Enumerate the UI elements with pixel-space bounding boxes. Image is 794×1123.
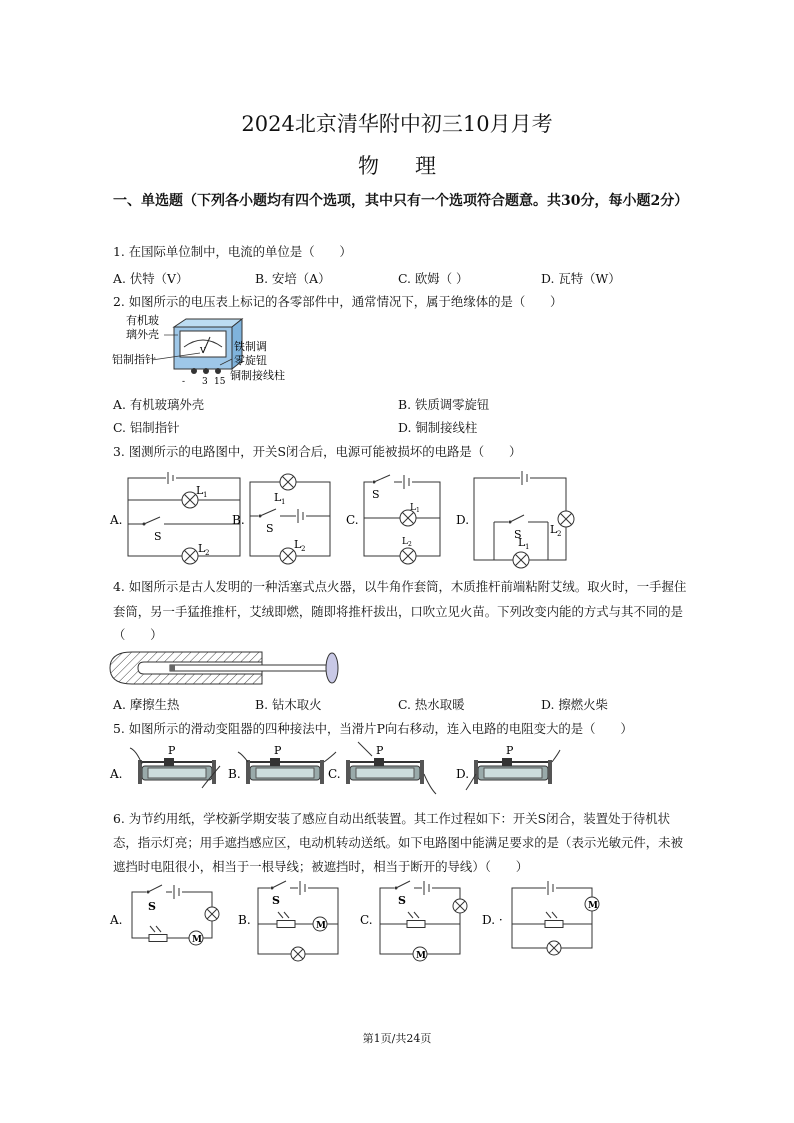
svg-text:璃外壳: 璃外壳 [126,328,159,341]
q4-option-b: B. 钻木取火 [255,697,322,712]
svg-text:L: L [402,537,408,547]
svg-text:P: P [274,744,282,757]
svg-text:A.: A. [110,767,123,781]
q6-stem-line-3: 遮挡时电阻很小，相当于一根导线；被遮挡时，相当于断开的导线）（ ） [113,859,529,874]
svg-text:L: L [518,536,526,549]
svg-text:L: L [274,491,282,504]
svg-text:3: 3 [202,377,208,387]
svg-text:1: 1 [203,491,208,499]
svg-text:C.: C. [328,767,341,781]
q3-stem: 3. 图测所示的电路图中，开关S闭合后，电源可能被损坏的电路是（ ） [113,444,522,459]
q4-option-c: C. 热水取暖 [398,697,465,712]
svg-text:S: S [266,522,274,535]
svg-text:A.: A. [110,513,123,527]
svg-text:零旋钮: 零旋钮 [234,354,267,367]
svg-text:2: 2 [205,549,210,557]
svg-text:1: 1 [416,507,420,514]
svg-text:L: L [550,523,558,536]
q4-stem-line-1: 4. 如图所示是古人发明的一种活塞式点火器，以牛角作套筒，木质推杆前端粘附艾绒。取火时，一手握住 [113,579,687,594]
q2-option-d: D. 铜制接线柱 [398,420,478,435]
svg-text:S: S [154,530,162,543]
q1-option-a: A. 伏特（V） [113,271,189,286]
page-title: 2024北京清华附中初三10月月考 [241,112,553,136]
svg-text:S: S [398,894,406,907]
svg-text:B.: B. [238,913,251,927]
svg-text:C.: C. [346,513,359,527]
section-heading: 一、单选题（下列各小题均有四个选项，其中只有一个选项符合题意。共30分，每小题2分） [113,193,689,209]
q4-stem-line-3: （ ） [113,627,163,642]
svg-text:2: 2 [557,530,562,538]
svg-text:-: - [182,377,186,387]
svg-text:铜制接线柱: 铜制接线柱 [230,369,285,382]
q1-stem: 1. 在国际单位制中，电流的单位是（ ） [113,244,352,259]
svg-text:铁制调: 铁制调 [234,340,267,353]
svg-text:V: V [200,346,206,355]
q1-option-d: D. 瓦特（W） [541,271,621,286]
svg-text:铝制指针: 铝制指针 [112,353,156,366]
svg-text:D.: D. [456,767,470,781]
q6-circuit-figures: M A. S B. S C. S D. · [110,880,610,970]
svg-text:S: S [372,488,380,501]
svg-text:S: S [272,894,280,907]
svg-text:1: 1 [281,498,286,506]
q5-stem: 5. 如图所示的滑动变阻器的四种接法中，当滑片P向右移动，连入电路的电阻变大的是（ ） [113,721,633,736]
rheostat-figures [110,740,560,802]
subject-title: 物理 [358,154,472,178]
svg-text:P: P [506,744,514,757]
page-footer: 第1页/共24页 [362,1032,432,1045]
q2-option-b: B. 铁质调零旋钮 [398,397,490,412]
svg-text:S: S [514,528,522,541]
svg-text:L: L [294,538,302,551]
svg-text:B.: B. [232,513,245,527]
svg-text:P: P [168,744,176,757]
svg-text:L: L [198,542,206,555]
svg-text:有机玻: 有机玻 [126,314,159,327]
q1-option-c: C. 欧姆（ ） [398,271,469,286]
q6-stem-line-1: 6. 为节约用纸，学校新学期安装了感应自动出纸装置。其工作过程如下：开关S闭合，装置处于待机状 [113,811,671,826]
svg-text:P: P [376,744,384,757]
svg-text:15: 15 [214,377,226,387]
voltmeter-figure [112,313,302,388]
q3-circuit-figures [110,466,580,576]
q2-option-a: A. 有机玻璃外壳 [113,397,205,412]
svg-text:B.: B. [228,767,241,781]
svg-text:L: L [196,484,204,497]
svg-text:D.: D. [456,513,470,527]
q4-option-a: A. 摩擦生热 [113,697,180,712]
svg-text:D. ·: D. · [482,913,503,927]
svg-text:S: S [148,900,156,913]
svg-text:2: 2 [301,545,306,553]
svg-text:1: 1 [525,543,530,551]
q6-circuit-d [512,888,592,948]
svg-text:A.: A. [110,913,123,927]
svg-text:L: L [410,503,416,513]
q2-stem: 2. 如图所示的电压表上标记的各零部件中，通常情况下，属于绝缘体的是（ ） [113,294,563,309]
q4-stem-line-2: 套筒，另一手猛推推杆，艾绒即燃，随即将推杆拔出，口吹立见火苗。下列改变内能的方式与其不同的是 [113,604,683,619]
q1-option-b: B. 安培（A） [255,271,331,286]
q6-circuit-a [132,892,212,938]
q4-option-d: D. 擦燃火柴 [541,697,608,712]
svg-text:C.: C. [360,913,373,927]
svg-text:2: 2 [408,541,412,548]
circuit-a [128,478,240,556]
piston-igniter-figure [110,648,345,688]
q2-option-c: C. 铝制指针 [113,420,180,435]
q6-stem-line-2: 态，指示灯亮；用手遮挡感应区，电动机转动送纸。如下电路图中能满足要求的是（表示光敏元件，未被 [113,835,683,850]
